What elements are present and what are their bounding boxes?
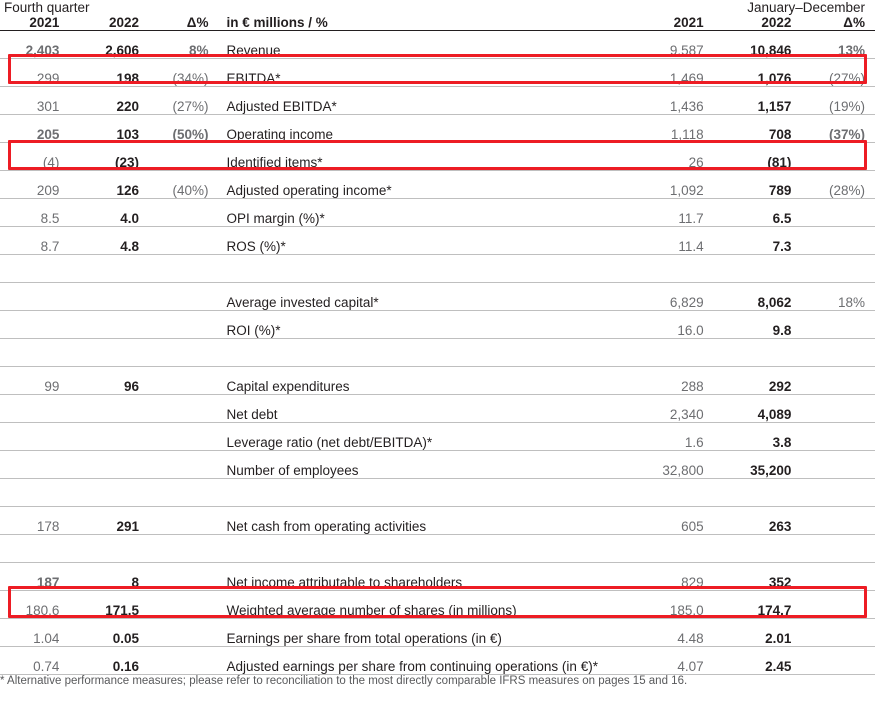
cell-q-2021: 299 [0,59,69,87]
table-row [0,143,875,171]
cell-y-2022: 35,200 [714,451,802,479]
cell-y-delta: (37%) [801,115,875,143]
cell-y-2021: 11.7 [627,199,714,227]
cell-y-delta: 18% [801,283,875,311]
table-spacer-row [0,535,875,563]
cell-q-delta [149,647,218,675]
col-header-unit: in € millions / % [218,15,626,31]
table-spacer-row [0,479,875,507]
cell-y-2022: 789 [714,171,802,199]
cell-y-2021: 2,340 [627,395,714,423]
table-row [0,283,875,311]
table-row [0,367,875,395]
cell-q-2021: 0.74 [0,647,69,675]
cell-label: Net debt [218,395,626,423]
cell-q-delta [149,451,218,479]
cell-label: ROS (%)* [218,227,626,255]
column-header-row [0,15,875,31]
cell-y-delta: (28%) [801,171,875,199]
cell-q-2022: 171.5 [69,591,149,619]
cell-label: Number of employees [218,451,626,479]
cell-q-delta: (34%) [149,59,218,87]
cell-y-2021: 6,829 [627,283,714,311]
cell-y-delta [801,563,875,591]
cell-y-2022: 263 [714,507,802,535]
table-spacer-row [0,339,875,367]
col-header-y-2022: 2022 [714,15,802,31]
table-row [0,115,875,143]
cell-y-2022: 2.45 [714,647,802,675]
cell-q-2022 [69,283,149,311]
cell-label: EBITDA* [218,59,626,87]
cell-y-delta [801,591,875,619]
table-row [0,619,875,647]
cell-q-delta [149,507,218,535]
cell-y-delta [801,423,875,451]
cell-y-delta [801,367,875,395]
cell-y-2022: 352 [714,563,802,591]
cell-q-2022: 291 [69,507,149,535]
cell-y-2022: 9.8 [714,311,802,339]
cell-label: Average invested capital* [218,283,626,311]
cell-y-2021: 185.0 [627,591,714,619]
cell-label: Revenue [218,31,626,59]
cell-y-delta: (27%) [801,59,875,87]
cell-q-delta [149,619,218,647]
cell-q-2022: 0.16 [69,647,149,675]
cell-q-delta [149,563,218,591]
cell-y-2021: 1.6 [627,423,714,451]
cell-y-2021: 4.07 [627,647,714,675]
cell-y-2022: 4,089 [714,395,802,423]
col-header-y-delta: Δ% [801,15,875,31]
cell-q-2022: 198 [69,59,149,87]
cell-y-2021: 829 [627,563,714,591]
cell-label: Leverage ratio (net debt/EBITDA)* [218,423,626,451]
cell-q-2022: 220 [69,87,149,115]
cell-y-2021: 288 [627,367,714,395]
table-row [0,171,875,199]
cell-y-2022: 1,076 [714,59,802,87]
cell-label: Adjusted operating income* [218,171,626,199]
cell-q-delta [149,367,218,395]
cell-y-2021: 1,092 [627,171,714,199]
col-header-y-2021: 2021 [627,15,714,31]
cell-q-2022: 2,606 [69,31,149,59]
cell-y-2021: 605 [627,507,714,535]
cell-y-delta [801,395,875,423]
cell-q-2021: 2,403 [0,31,69,59]
cell-y-2022: 3.8 [714,423,802,451]
cell-y-2022: 8,062 [714,283,802,311]
cell-q-delta [149,311,218,339]
cell-q-2021 [0,395,69,423]
cell-y-delta: 13% [801,31,875,59]
cell-q-2021: 180.6 [0,591,69,619]
cell-y-delta [801,647,875,675]
table-row [0,199,875,227]
cell-q-delta: (27%) [149,87,218,115]
cell-y-delta [801,619,875,647]
cell-y-2021: 26 [627,143,714,171]
cell-q-2022: 4.8 [69,227,149,255]
cell-q-2022 [69,395,149,423]
table-row [0,563,875,591]
cell-q-2021: 209 [0,171,69,199]
table-row [0,591,875,619]
cell-q-delta [149,423,218,451]
cell-q-delta [149,143,218,171]
cell-y-2022: 708 [714,115,802,143]
table-gap-row [0,675,875,688]
cell-q-2022 [69,451,149,479]
cell-q-2021: 1.04 [0,619,69,647]
cell-y-2021: 32,800 [627,451,714,479]
cell-y-2022: (81) [714,143,802,171]
cell-y-delta: (19%) [801,87,875,115]
cell-y-2022: 6.5 [714,199,802,227]
period-label-quarter: Fourth quarter [4,0,90,15]
cell-q-delta [149,591,218,619]
cell-y-delta [801,227,875,255]
cell-q-2022: 8 [69,563,149,591]
cell-label: Capital expenditures [218,367,626,395]
cell-label: Identified items* [218,143,626,171]
cell-q-2021 [0,283,69,311]
cell-y-2021: 9,587 [627,31,714,59]
period-label-year: January–December [747,0,865,15]
cell-y-2022: 174.7 [714,591,802,619]
table-footnote: * Alternative performance measures; please refer to reconciliation to the most directly comparable IFRS measures on pages 15 and 16. [0,675,688,687]
cell-q-2021: 178 [0,507,69,535]
cell-y-2021: 11.4 [627,227,714,255]
cell-label: Operating income [218,115,626,143]
table-row [0,311,875,339]
cell-label: OPI margin (%)* [218,199,626,227]
table-row [0,423,875,451]
table-row [0,647,875,675]
cell-q-2022: (23) [69,143,149,171]
cell-y-2022: 7.3 [714,227,802,255]
cell-label: Weighted average number of shares (in millions) [218,591,626,619]
cell-q-2021: (4) [0,143,69,171]
cell-y-2022: 2.01 [714,619,802,647]
cell-y-2022: 1,157 [714,87,802,115]
table-row [0,507,875,535]
cell-q-2021 [0,451,69,479]
cell-y-2022: 292 [714,367,802,395]
table-row [0,59,875,87]
cell-y-delta [801,143,875,171]
cell-q-delta [149,199,218,227]
col-header-q-2022: 2022 [69,15,149,31]
cell-q-2022 [69,423,149,451]
cell-label: ROI (%)* [218,311,626,339]
table-row [0,87,875,115]
cell-y-2021: 16.0 [627,311,714,339]
cell-y-delta [801,311,875,339]
cell-q-2021: 8.5 [0,199,69,227]
table-row [0,31,875,59]
cell-y-delta [801,507,875,535]
cell-q-2022: 4.0 [69,199,149,227]
cell-y-2021: 1,118 [627,115,714,143]
cell-q-2021: 8.7 [0,227,69,255]
cell-q-2022 [69,311,149,339]
cell-q-2021: 187 [0,563,69,591]
cell-y-2021: 1,436 [627,87,714,115]
cell-q-2021 [0,311,69,339]
cell-q-2022: 96 [69,367,149,395]
cell-q-2022: 103 [69,115,149,143]
table-row [0,451,875,479]
cell-label: Adjusted EBITDA* [218,87,626,115]
period-header-row [0,0,875,15]
cell-q-delta: (50%) [149,115,218,143]
cell-label: Earnings per share from total operations (in €) [218,619,626,647]
cell-label: Adjusted earnings per share from continuing operations (in €)* [218,647,626,675]
col-header-q-delta: Δ% [149,15,218,31]
cell-q-delta: (40%) [149,171,218,199]
cell-q-2021: 99 [0,367,69,395]
table-row [0,227,875,255]
cell-q-2021 [0,423,69,451]
cell-q-2021: 205 [0,115,69,143]
cell-q-delta: 8% [149,31,218,59]
col-header-q-2021: 2021 [0,15,69,31]
cell-q-2022: 126 [69,171,149,199]
cell-q-delta [149,395,218,423]
table-row [0,395,875,423]
cell-y-2021: 1,469 [627,59,714,87]
cell-y-delta [801,199,875,227]
cell-q-2022: 0.05 [69,619,149,647]
cell-q-delta [149,283,218,311]
cell-q-delta [149,227,218,255]
cell-y-delta [801,451,875,479]
cell-q-2021: 301 [0,87,69,115]
cell-y-2021: 4.48 [627,619,714,647]
cell-y-2022: 10,846 [714,31,802,59]
cell-label: Net income attributable to shareholders [218,563,626,591]
cell-label: Net cash from operating activities [218,507,626,535]
table-spacer-row [0,255,875,283]
